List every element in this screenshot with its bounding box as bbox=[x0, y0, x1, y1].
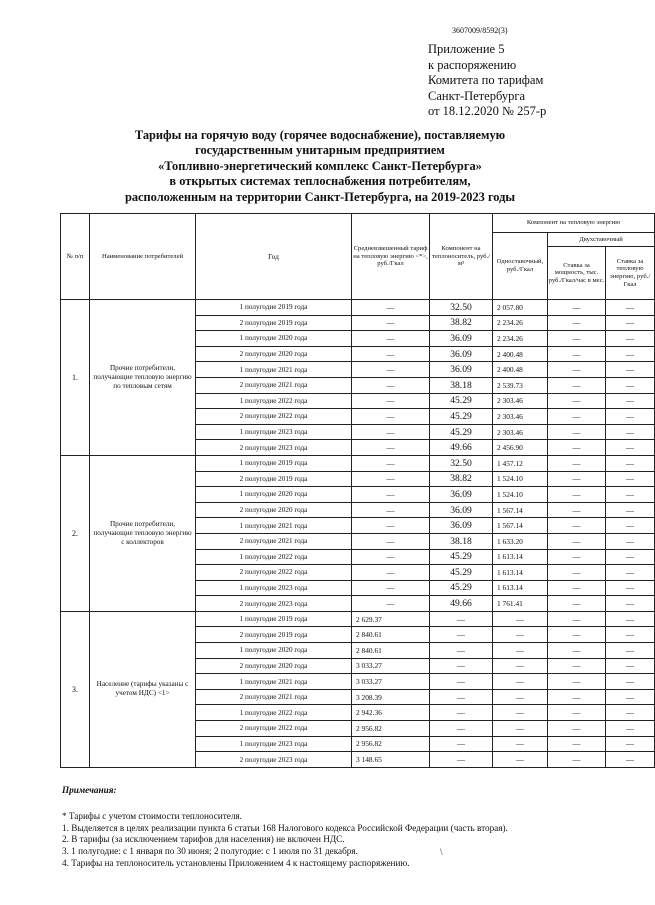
single-rate-cell: 1 613.14 bbox=[493, 565, 548, 581]
period-cell: 2 полугодие 2021 года bbox=[196, 533, 352, 549]
single-rate-cell: 2 057.80 bbox=[493, 300, 548, 316]
energy-rate-cell: — bbox=[606, 643, 655, 659]
avg-tariff-cell: — bbox=[352, 565, 430, 581]
group-consumer-name: Прочие потребители, получающие тепловую энергию по тепловым сетям bbox=[90, 300, 196, 456]
single-rate-cell: — bbox=[493, 721, 548, 737]
capacity-rate-cell: — bbox=[548, 346, 606, 362]
period-cell: 1 полугодие 2019 года bbox=[196, 300, 352, 316]
period-cell: 2 полугодие 2019 года bbox=[196, 627, 352, 643]
single-rate-cell: 1 567.14 bbox=[493, 518, 548, 534]
capacity-rate-cell: — bbox=[548, 362, 606, 378]
avg-tariff-cell: — bbox=[352, 518, 430, 534]
capacity-rate-cell: — bbox=[548, 674, 606, 690]
header-energy-rate: Ставка за тепловую энергию, руб./Гкал bbox=[606, 247, 655, 300]
table-row bbox=[61, 611, 655, 627]
single-rate-cell: — bbox=[493, 643, 548, 659]
period-cell: 2 полугодие 2022 года bbox=[196, 721, 352, 737]
capacity-rate-cell: — bbox=[548, 611, 606, 627]
avg-tariff-cell: — bbox=[352, 315, 430, 331]
capacity-rate-cell: — bbox=[548, 596, 606, 612]
note-item: 3. 1 полугодие: с 1 января по 30 июня; 2 полугодие: с 1 июля по 31 декабря. bbox=[62, 846, 358, 857]
avg-tariff-cell: 2 840.61 bbox=[352, 643, 430, 659]
energy-rate-cell: — bbox=[606, 736, 655, 752]
energy-rate-cell: — bbox=[606, 580, 655, 596]
appendix-line: Приложение 5 bbox=[428, 42, 505, 56]
note-item: * Тарифы с учетом стоимости теплоносителя. bbox=[62, 810, 242, 821]
avg-tariff-cell: 2 956.82 bbox=[352, 721, 430, 737]
energy-rate-cell: — bbox=[606, 362, 655, 378]
avg-tariff-cell: — bbox=[352, 455, 430, 471]
single-rate-cell: 2 456.90 bbox=[493, 440, 548, 456]
energy-rate-cell: — bbox=[606, 627, 655, 643]
avg-tariff-cell: — bbox=[352, 362, 430, 378]
carrier-cell: — bbox=[430, 689, 493, 705]
capacity-rate-cell: — bbox=[548, 377, 606, 393]
header-consumer: Наименование потребителей bbox=[90, 214, 196, 300]
carrier-cell: 32.50 bbox=[430, 455, 493, 471]
group-number: 2. bbox=[61, 455, 90, 611]
energy-rate-cell: — bbox=[606, 346, 655, 362]
period-cell: 2 полугодие 2023 года bbox=[196, 596, 352, 612]
capacity-rate-cell: — bbox=[548, 689, 606, 705]
period-cell: 1 полугодие 2022 года bbox=[196, 705, 352, 721]
period-cell: 2 полугодие 2021 года bbox=[196, 689, 352, 705]
carrier-cell: — bbox=[430, 721, 493, 737]
period-cell: 2 полугодие 2019 года bbox=[196, 471, 352, 487]
single-rate-cell: — bbox=[493, 611, 548, 627]
carrier-cell: — bbox=[430, 627, 493, 643]
carrier-cell: 45.29 bbox=[430, 409, 493, 425]
single-rate-cell: — bbox=[493, 627, 548, 643]
period-cell: 2 полугодие 2019 года bbox=[196, 315, 352, 331]
single-rate-cell: 1 613.14 bbox=[493, 580, 548, 596]
period-cell: 1 полугодие 2020 года bbox=[196, 643, 352, 659]
single-rate-cell: 2 303.46 bbox=[493, 424, 548, 440]
period-cell: 1 полугодие 2021 года bbox=[196, 674, 352, 690]
carrier-cell: 38.82 bbox=[430, 471, 493, 487]
appendix-line: Санкт-Петербурга bbox=[428, 88, 526, 103]
capacity-rate-cell: — bbox=[548, 643, 606, 659]
carrier-cell: 36.09 bbox=[430, 331, 493, 347]
appendix-line: от 18.12.2020 № 257-р bbox=[428, 104, 547, 119]
carrier-cell: — bbox=[430, 658, 493, 674]
energy-rate-cell: — bbox=[606, 409, 655, 425]
energy-rate-cell: — bbox=[606, 549, 655, 565]
appendix-line: к распоряжению bbox=[428, 57, 517, 72]
capacity-rate-cell: — bbox=[548, 549, 606, 565]
period-cell: 2 полугодие 2022 года bbox=[196, 409, 352, 425]
avg-tariff-cell: — bbox=[352, 393, 430, 409]
period-cell: 1 полугодие 2021 года bbox=[196, 362, 352, 378]
avg-tariff-cell: — bbox=[352, 533, 430, 549]
carrier-cell: 49.66 bbox=[430, 596, 493, 612]
carrier-cell: 36.09 bbox=[430, 487, 493, 503]
header-year: Год bbox=[196, 214, 352, 300]
capacity-rate-cell: — bbox=[548, 440, 606, 456]
notes-section bbox=[62, 785, 622, 870]
energy-rate-cell: — bbox=[606, 393, 655, 409]
capacity-rate-cell: — bbox=[548, 736, 606, 752]
avg-tariff-cell: 3 148.65 bbox=[352, 752, 430, 768]
carrier-cell: — bbox=[430, 736, 493, 752]
title-line: расположенным на территории Санкт-Петербурга, на 2019-2023 годы bbox=[124, 189, 516, 204]
period-cell: 1 полугодие 2019 года bbox=[196, 455, 352, 471]
avg-tariff-cell: — bbox=[352, 487, 430, 503]
period-cell: 1 полугодие 2020 года bbox=[196, 487, 352, 503]
capacity-rate-cell: — bbox=[548, 331, 606, 347]
carrier-cell: 45.29 bbox=[430, 393, 493, 409]
capacity-rate-cell: — bbox=[548, 658, 606, 674]
avg-tariff-cell: 2 840.61 bbox=[352, 627, 430, 643]
energy-rate-cell: — bbox=[606, 315, 655, 331]
avg-tariff-cell: 3 033.27 bbox=[352, 674, 430, 690]
header-carrier: Компонент на теплоноситель, руб./м³ bbox=[430, 214, 493, 300]
carrier-cell: 36.09 bbox=[430, 518, 493, 534]
period-cell: 1 полугодие 2023 года bbox=[196, 736, 352, 752]
period-cell: 1 полугодие 2022 года bbox=[196, 393, 352, 409]
avg-tariff-cell: — bbox=[352, 346, 430, 362]
avg-tariff-cell: — bbox=[352, 300, 430, 316]
capacity-rate-cell: — bbox=[548, 533, 606, 549]
single-rate-cell: 2 400.48 bbox=[493, 346, 548, 362]
avg-tariff-cell: 3 208.39 bbox=[352, 689, 430, 705]
avg-tariff-cell: 2 942.36 bbox=[352, 705, 430, 721]
energy-rate-cell: — bbox=[606, 455, 655, 471]
avg-tariff-cell: 3 033.27 bbox=[352, 658, 430, 674]
carrier-cell: — bbox=[430, 611, 493, 627]
avg-tariff-cell: 2 956.82 bbox=[352, 736, 430, 752]
energy-rate-cell: — bbox=[606, 331, 655, 347]
note-item: 1. Выделяется в целях реализации пункта 6 статьи 168 Налогового кодекса Российской Федерации (часть вторая). bbox=[62, 822, 508, 833]
capacity-rate-cell: — bbox=[548, 627, 606, 643]
period-cell: 1 полугодие 2022 года bbox=[196, 549, 352, 565]
carrier-cell: — bbox=[430, 643, 493, 659]
period-cell: 2 полугодие 2023 года bbox=[196, 752, 352, 768]
avg-tariff-cell: — bbox=[352, 331, 430, 347]
period-cell: 2 полугодие 2020 года bbox=[196, 658, 352, 674]
carrier-cell: 38.18 bbox=[430, 533, 493, 549]
single-rate-cell: 1 567.14 bbox=[493, 502, 548, 518]
carrier-cell: — bbox=[430, 674, 493, 690]
energy-rate-cell: — bbox=[606, 689, 655, 705]
capacity-rate-cell: — bbox=[548, 455, 606, 471]
energy-rate-cell: — bbox=[606, 533, 655, 549]
carrier-cell: 38.82 bbox=[430, 315, 493, 331]
title-line: «Топливно-энергетический комплекс Санкт-Петербурга» bbox=[158, 158, 482, 173]
capacity-rate-cell: — bbox=[548, 409, 606, 425]
single-rate-cell: — bbox=[493, 658, 548, 674]
single-rate-cell: 1 524.10 bbox=[493, 471, 548, 487]
single-rate-cell: — bbox=[493, 689, 548, 705]
single-rate-cell: 1 457.12 bbox=[493, 455, 548, 471]
avg-tariff-cell: — bbox=[352, 471, 430, 487]
single-rate-cell: 2 303.46 bbox=[493, 409, 548, 425]
single-rate-cell: — bbox=[493, 705, 548, 721]
avg-tariff-cell: 2 629.37 bbox=[352, 611, 430, 627]
energy-rate-cell: — bbox=[606, 440, 655, 456]
energy-rate-cell: — bbox=[606, 487, 655, 503]
single-rate-cell: 2 303.46 bbox=[493, 393, 548, 409]
capacity-rate-cell: — bbox=[548, 487, 606, 503]
energy-rate-cell: — bbox=[606, 471, 655, 487]
energy-rate-cell: — bbox=[606, 596, 655, 612]
carrier-cell: 45.29 bbox=[430, 424, 493, 440]
carrier-cell: 45.29 bbox=[430, 549, 493, 565]
capacity-rate-cell: — bbox=[548, 518, 606, 534]
single-rate-cell: — bbox=[493, 752, 548, 768]
note-item: 4. Тарифы на теплоноситель установлены Приложением 4 к настоящему распоряжению. bbox=[62, 857, 410, 868]
energy-rate-cell: — bbox=[606, 377, 655, 393]
energy-rate-cell: — bbox=[606, 674, 655, 690]
group-consumer-name: Население (тарифы указаны с учетом НДС) <1> bbox=[90, 611, 196, 767]
carrier-cell: — bbox=[430, 705, 493, 721]
title-line: в открытых системах теплоснабжения потребителям, bbox=[169, 174, 471, 189]
avg-tariff-cell: — bbox=[352, 502, 430, 518]
single-rate-cell: 1 633.20 bbox=[493, 533, 548, 549]
energy-rate-cell: — bbox=[606, 752, 655, 768]
period-cell: 1 полугодие 2023 года bbox=[196, 424, 352, 440]
carrier-cell: — bbox=[430, 752, 493, 768]
period-cell: 1 полугодие 2023 года bbox=[196, 580, 352, 596]
period-cell: 1 полугодие 2019 года bbox=[196, 611, 352, 627]
period-cell: 1 полугодие 2021 года bbox=[196, 518, 352, 534]
single-rate-cell: 2 400.48 bbox=[493, 362, 548, 378]
capacity-rate-cell: — bbox=[548, 565, 606, 581]
avg-tariff-cell: — bbox=[352, 424, 430, 440]
single-rate-cell: 1 613.14 bbox=[493, 549, 548, 565]
energy-rate-cell: — bbox=[606, 300, 655, 316]
carrier-cell: 36.09 bbox=[430, 362, 493, 378]
energy-rate-cell: — bbox=[606, 502, 655, 518]
capacity-rate-cell: — bbox=[548, 315, 606, 331]
capacity-rate-cell: — bbox=[548, 721, 606, 737]
avg-tariff-cell: — bbox=[352, 377, 430, 393]
document-number: 3607009/8592(3) bbox=[452, 26, 508, 35]
carrier-cell: 45.29 bbox=[430, 580, 493, 596]
single-rate-cell: 2 539.73 bbox=[493, 377, 548, 393]
period-cell: 2 полугодие 2022 года bbox=[196, 565, 352, 581]
period-cell: 1 полугодие 2020 года bbox=[196, 331, 352, 347]
document-title bbox=[60, 128, 580, 205]
header-two-rate: Двухставочный bbox=[548, 233, 655, 247]
carrier-cell: 49.66 bbox=[430, 440, 493, 456]
notes-title: Примечания: bbox=[62, 785, 117, 795]
note-item: 2. В тарифы (за исключением тарифов для населения) не включен НДС. bbox=[62, 834, 345, 845]
period-cell: 2 полугодие 2020 года bbox=[196, 346, 352, 362]
group-consumer-name: Прочие потребители, получающие тепловую энергию с коллекторов bbox=[90, 455, 196, 611]
single-rate-cell: 2 234.26 bbox=[493, 331, 548, 347]
capacity-rate-cell: — bbox=[548, 424, 606, 440]
avg-tariff-cell: — bbox=[352, 409, 430, 425]
carrier-cell: 45.29 bbox=[430, 565, 493, 581]
energy-rate-cell: — bbox=[606, 658, 655, 674]
table-row bbox=[61, 455, 655, 471]
title-line: государственным унитарным предприятием bbox=[195, 143, 445, 158]
carrier-cell: 36.09 bbox=[430, 346, 493, 362]
capacity-rate-cell: — bbox=[548, 300, 606, 316]
capacity-rate-cell: — bbox=[548, 705, 606, 721]
energy-rate-cell: — bbox=[606, 705, 655, 721]
tariff-table-body bbox=[61, 300, 655, 768]
header-num: № п/п bbox=[61, 214, 90, 300]
period-cell: 2 полугодие 2021 года bbox=[196, 377, 352, 393]
avg-tariff-cell: — bbox=[352, 596, 430, 612]
period-cell: 2 полугодие 2020 года bbox=[196, 502, 352, 518]
title-line: Тарифы на горячую воду (горячее водоснабжение), поставляемую bbox=[134, 128, 506, 142]
carrier-cell: 32.50 bbox=[430, 300, 493, 316]
table-row bbox=[61, 300, 655, 316]
tariff-table-wrapper bbox=[60, 213, 651, 768]
header-avg-tariff: Средневзвешенный тариф на тепловую энергию <*>, руб./Гкал bbox=[352, 214, 430, 300]
energy-rate-cell: — bbox=[606, 611, 655, 627]
carrier-cell: 38.18 bbox=[430, 377, 493, 393]
avg-tariff-cell: — bbox=[352, 440, 430, 456]
appendix-block bbox=[428, 42, 546, 120]
single-rate-cell: 1 524.10 bbox=[493, 487, 548, 503]
carrier-cell: 36.09 bbox=[430, 502, 493, 518]
tariff-table bbox=[60, 213, 655, 768]
capacity-rate-cell: — bbox=[548, 502, 606, 518]
energy-rate-cell: — bbox=[606, 565, 655, 581]
period-cell: 2 полугодие 2023 года bbox=[196, 440, 352, 456]
group-number: 3. bbox=[61, 611, 90, 767]
single-rate-cell: 2 234.26 bbox=[493, 315, 548, 331]
single-rate-cell: — bbox=[493, 736, 548, 752]
single-rate-cell: 1 761.41 bbox=[493, 596, 548, 612]
avg-tariff-cell: — bbox=[352, 580, 430, 596]
energy-rate-cell: — bbox=[606, 721, 655, 737]
capacity-rate-cell: — bbox=[548, 393, 606, 409]
energy-rate-cell: — bbox=[606, 424, 655, 440]
capacity-rate-cell: — bbox=[548, 752, 606, 768]
group-number: 1. bbox=[61, 300, 90, 456]
pen-tick-mark: \ bbox=[440, 847, 443, 857]
avg-tariff-cell: — bbox=[352, 549, 430, 565]
single-rate-cell: — bbox=[493, 674, 548, 690]
capacity-rate-cell: — bbox=[548, 471, 606, 487]
header-single-rate: Одноставочный, руб./Гкал bbox=[493, 233, 548, 300]
capacity-rate-cell: — bbox=[548, 580, 606, 596]
header-capacity-rate: Ставка за мощность, тыс. руб./Гкал/час в мес. bbox=[548, 247, 606, 300]
appendix-line: Комитета по тарифам bbox=[428, 73, 544, 88]
header-component-energy: Компонент на тепловую энергию bbox=[493, 214, 655, 233]
energy-rate-cell: — bbox=[606, 518, 655, 534]
